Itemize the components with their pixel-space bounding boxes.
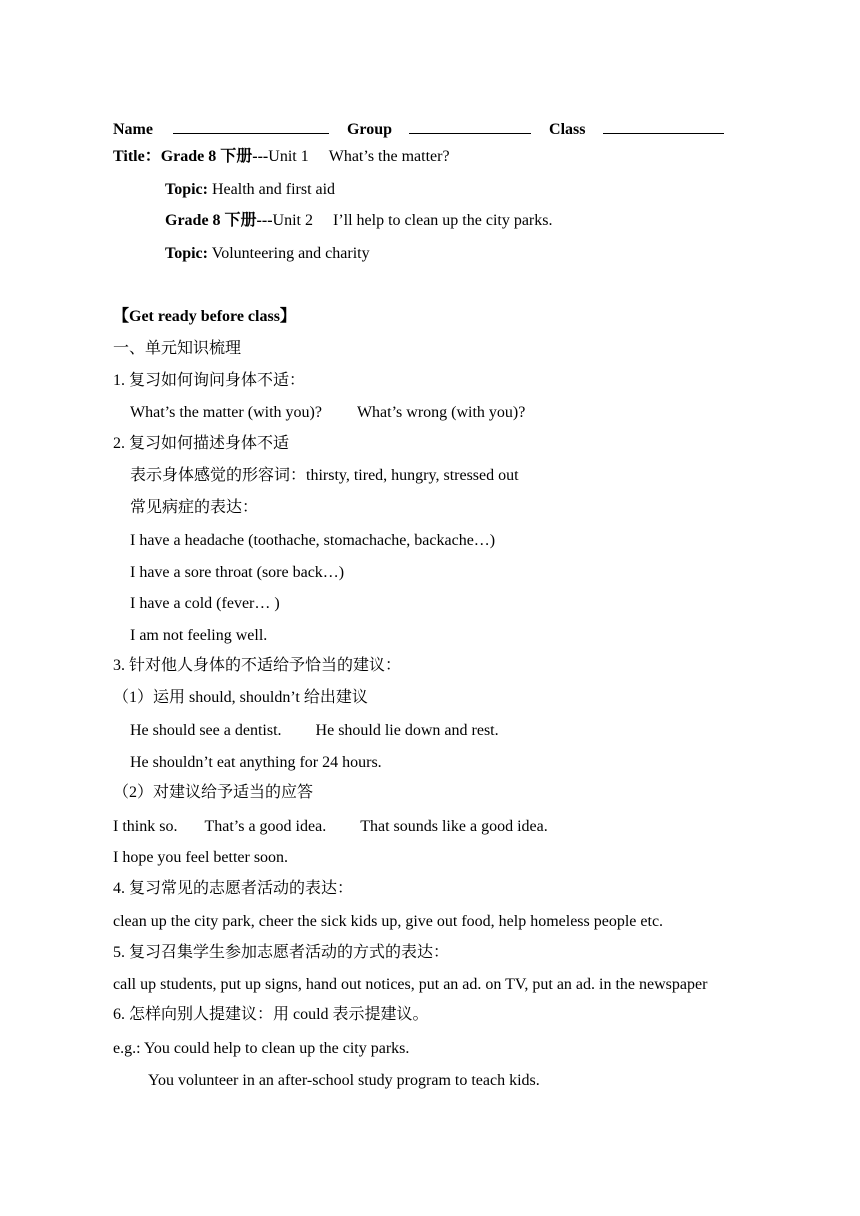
item3-sub1-b: He should lie down and rest.: [315, 722, 499, 739]
class-label: Class: [549, 121, 586, 138]
item1-example-a: What’s the matter (with you)?: [130, 404, 322, 421]
item6-example-2: You volunteer in an after-school study program to teach kids.: [148, 1072, 540, 1089]
item2-illness-heading: 常见病症的表达：: [130, 499, 259, 516]
item3-sub1-heading: （1）运用 should, shouldn’t 给出建议: [113, 689, 368, 706]
item1-heading: 1. 复习如何询问身体不适：: [113, 372, 306, 389]
title-unit1-line: [113, 147, 450, 167]
item2-adjectives: 表示身体感觉的形容词：thirsty, tired, hungry, stressed out: [130, 467, 519, 484]
topic2-line: [165, 244, 370, 264]
item3-sub2-c: That sounds like a good idea.: [360, 818, 548, 835]
item4-text: clean up the city park, cheer the sick kids up, give out food, help homeless people etc.: [113, 913, 664, 930]
name-field[interactable]: [173, 117, 329, 134]
unit2-unit: Unit 2: [272, 212, 313, 229]
group-label: Group: [346, 121, 393, 138]
item1-examples: [130, 403, 525, 423]
section-heading: 【Get ready before class】: [113, 308, 296, 325]
topic1-label: Topic:: [165, 181, 208, 198]
item2-line: I am not feeling well.: [130, 627, 268, 644]
item2-heading: 2. 复习如何描述身体不适: [113, 435, 290, 452]
item3-sub1-a: He should see a dentist.: [130, 722, 282, 739]
unit1-grade: Grade 8 下册---: [160, 148, 269, 165]
item3-sub1-examples: [130, 721, 499, 741]
name-label: Name: [113, 121, 153, 138]
item5-text: call up students, put up signs, hand out notices, put an ad. on TV, put an ad. in the newspaper: [113, 976, 708, 993]
part1-heading: 一、单元知识梳理: [113, 340, 242, 357]
item3-heading: 3. 针对他人身体的不适给予恰当的建议：: [113, 657, 402, 674]
item3-sub2-b: That’s a good idea.: [204, 818, 327, 835]
item3-sub2-heading: （2）对建议给予适当的应答: [113, 784, 314, 801]
topic1-value: Health and first aid: [211, 181, 336, 198]
header-fields-row: [113, 117, 724, 140]
item6-example-1: e.g.: You could help to clean up the city parks.: [113, 1040, 410, 1057]
item2-line: I have a sore throat (sore back…): [130, 564, 345, 581]
title-unit2-line: [165, 211, 552, 231]
item2-line: I have a cold (fever… ): [130, 595, 280, 612]
item3-sub2-d: I hope you feel better soon.: [113, 849, 289, 866]
unit1-name: What’s the matter?: [328, 148, 450, 165]
topic1-line: [165, 180, 335, 200]
unit1-unit: Unit 1: [268, 148, 309, 165]
class-field[interactable]: [603, 117, 724, 134]
group-field[interactable]: [409, 117, 531, 134]
item3-sub2-examples: [113, 817, 548, 837]
item3-sub2-a: I think so.: [113, 818, 178, 835]
unit2-name: I’ll help to clean up the city parks.: [333, 212, 553, 229]
item3-sub1-c: He shouldn’t eat anything for 24 hours.: [130, 754, 382, 771]
title-label: Title：: [113, 148, 161, 165]
topic2-label: Topic:: [165, 245, 208, 262]
item2-line: I have a headache (toothache, stomachache, backache…): [130, 532, 496, 549]
item6-heading: 6. 怎样向别人提建议：用 could 表示提建议。: [113, 1006, 429, 1023]
item4-heading: 4. 复习常见的志愿者活动的表达：: [113, 880, 354, 897]
unit2-grade: Grade 8 下册---: [165, 212, 273, 229]
topic2-value: Volunteering and charity: [211, 245, 370, 262]
item5-heading: 5. 复习召集学生参加志愿者活动的方式的表达：: [113, 944, 450, 961]
item1-example-b: What’s wrong (with you)?: [356, 404, 526, 421]
